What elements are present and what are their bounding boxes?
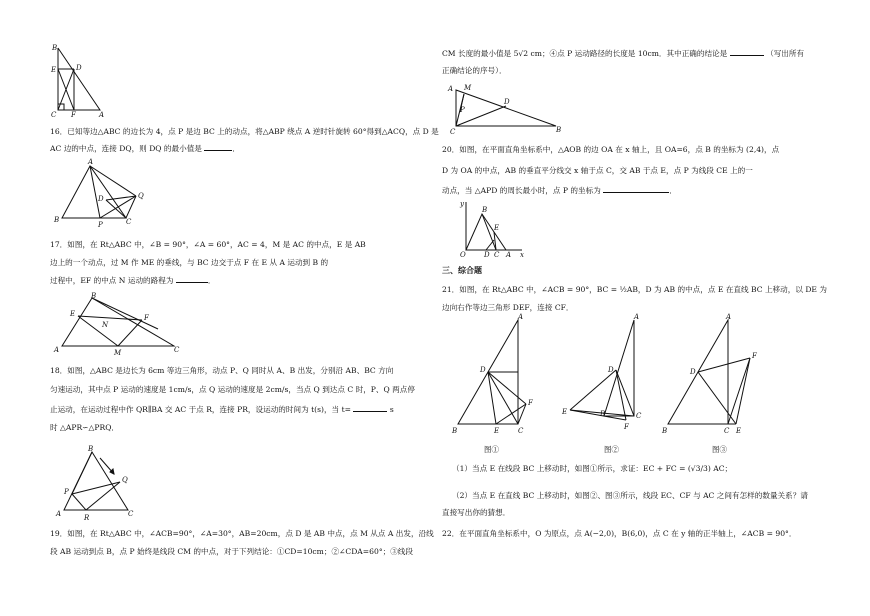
svg-text:D: D xyxy=(504,98,510,106)
svg-text:C: C xyxy=(126,218,132,226)
svg-text:D: D xyxy=(98,195,104,203)
figure-q21-1 xyxy=(452,313,552,436)
q20-line3: 动点，当 △APD 的周长最小时，点 P 的坐标为 ． xyxy=(442,183,677,197)
figure-q16 xyxy=(54,158,168,232)
svg-text:C: C xyxy=(174,346,180,354)
q21-line1: 21．如图，在 Rt△ABC 中，∠ACB = 90°，BC = ½AB，D 为 AB 的中点，点 E 在直线 BC 上移动，以 DE 为 xyxy=(442,285,827,294)
svg-text:C: C xyxy=(636,412,642,420)
svg-text:F: F xyxy=(144,314,149,322)
q19-cont-line2: 正确结论的序号）． xyxy=(442,66,507,75)
svg-text:O: O xyxy=(460,251,466,259)
figure-q21-3 xyxy=(662,313,778,436)
caption-fig3: 图③ xyxy=(712,445,727,454)
svg-text:M: M xyxy=(464,84,472,92)
svg-text:B: B xyxy=(452,427,458,435)
svg-text:x: x xyxy=(520,251,524,259)
section-3-heading: 三、综合题 xyxy=(442,266,482,275)
figure-q18 xyxy=(58,446,148,526)
q19-cont-text: CM 长度的最小值是 5√2 cm；④点 P 运动路径的长度是 10cm．其中正确的结论是 xyxy=(442,49,728,58)
svg-text:A: A xyxy=(99,111,105,119)
svg-text:E: E xyxy=(736,427,742,435)
svg-text:D: D xyxy=(608,366,614,374)
figure-q19 xyxy=(448,84,572,136)
svg-text:C: C xyxy=(494,251,500,259)
q20-answer-blank[interactable] xyxy=(603,183,669,193)
q17-line3: 过程中，EF 的中点 N 运动的路程为 ． xyxy=(50,273,215,287)
svg-text:A: A xyxy=(726,313,732,321)
q17-answer-blank[interactable] xyxy=(176,273,208,283)
svg-text:B: B xyxy=(54,216,60,224)
svg-text:C: C xyxy=(724,427,730,435)
q18-line3-text: 止运动，在运动过程中作 QR∥BA 交 AC 于点 R，连接 PR，设运动的时间为 t(s)，当 t= xyxy=(50,405,351,414)
q21-line2: 边向右作等边三角形 DEF，连接 CF． xyxy=(442,303,574,312)
svg-text:R: R xyxy=(84,514,90,522)
svg-text:D: D xyxy=(690,368,696,376)
svg-text:F: F xyxy=(624,423,629,431)
svg-text:D: D xyxy=(76,64,82,72)
q19-answer-blank[interactable] xyxy=(730,46,764,56)
svg-text:B: B xyxy=(662,427,668,435)
svg-text:C: C xyxy=(450,128,456,136)
svg-text:E: E xyxy=(494,224,500,232)
svg-text:D: D xyxy=(484,251,490,259)
figure-q20 xyxy=(456,200,526,258)
figure-q21-2 xyxy=(562,313,662,436)
svg-text:N: N xyxy=(102,321,109,329)
svg-text:A: A xyxy=(56,510,62,518)
svg-text:F: F xyxy=(71,111,76,119)
svg-text:A: A xyxy=(506,251,512,259)
q18-unit: s xyxy=(389,405,394,414)
svg-text:A: A xyxy=(54,346,60,354)
q16-answer-blank[interactable] xyxy=(204,141,232,151)
svg-text:B: B xyxy=(482,206,488,214)
q21-sub1: （1）当点 E 在线段 BC 上移动时，如图①所示，求证：EC + FC = (√3/3) AC； xyxy=(452,464,733,473)
svg-text:Q: Q xyxy=(138,192,144,200)
q21-sub2b: 直接写出你的猜想． xyxy=(442,508,511,517)
svg-text:B: B xyxy=(600,410,606,418)
figure-q15 xyxy=(50,44,110,119)
svg-text:F: F xyxy=(752,352,757,360)
svg-text:E: E xyxy=(562,408,568,416)
caption-fig1: 图① xyxy=(484,445,499,454)
q17-line3-text: 过程中，EF 的中点 N 运动的路程为 xyxy=(50,276,174,285)
svg-text:A: A xyxy=(88,158,94,166)
svg-text:P: P xyxy=(64,488,69,496)
svg-text:P: P xyxy=(460,106,465,114)
svg-text:P: P xyxy=(98,221,103,229)
q19-cont-text-b: （写出所有 xyxy=(766,49,805,58)
caption-fig2: 图② xyxy=(604,445,619,454)
q18-line4: 时 △APR∽△PRQ． xyxy=(50,423,120,432)
svg-text:E: E xyxy=(51,66,57,74)
svg-text:E: E xyxy=(70,310,76,318)
svg-text:B: B xyxy=(52,44,58,52)
svg-text:B: B xyxy=(91,292,97,300)
q16-line2: AC 边的中点，连接 DQ，则 DQ 的最小值是 ． xyxy=(50,141,240,155)
svg-text:C: C xyxy=(51,111,57,119)
svg-text:C: C xyxy=(128,510,134,518)
svg-text:B: B xyxy=(88,445,94,453)
q18-answer-blank[interactable] xyxy=(353,402,387,412)
q18-line3 xyxy=(50,402,394,416)
svg-text:A: A xyxy=(634,313,640,321)
figure-q17 xyxy=(54,292,183,357)
q22-line1: 22．在平面直角坐标系中，O 为原点，点 A(−2,0)，B(6,0)，点 C 在 y 轴的正半轴上，∠ACB = 90°． xyxy=(442,529,797,538)
q21-sub2: （2）当点 E 在直线 BC 上移动时，如图②、图③所示，线段 EC、CF 与 AC 之间有怎样的数量关系？请 xyxy=(452,491,808,500)
q20-line3-text: 动点，当 △APD 的周长最小时，点 P 的坐标为 xyxy=(442,186,601,195)
q19-cont-line1 xyxy=(442,46,804,60)
svg-text:C: C xyxy=(518,427,524,435)
q20-line1: 20．如图，在平面直角坐标系中，△AOB 的边 OA 在 x 轴上，且 OA=6，点 B 的坐标为 (2,4)，点 xyxy=(442,145,780,154)
svg-text:D: D xyxy=(480,366,486,374)
svg-text:E: E xyxy=(494,427,500,435)
q19-line2: 段 AB 运动到点 B，点 P 始终是线段 CM 的中点，对于下列结论：①CD=10cm；②∠CDA=60°；③线段 xyxy=(50,547,413,556)
svg-text:M: M xyxy=(114,349,122,357)
q18-line2: 匀速运动，其中点 P 运动的速度是 1cm/s，点 Q 运动的速度是 2cm/s，当点 Q 到达点 C 时，P、Q 两点停 xyxy=(50,385,415,394)
svg-text:y: y xyxy=(460,200,464,208)
q16-line1: 16．已知等边△ABC 的边长为 4，点 P 是边 BC 上的动点，将△ABP 绕点 A 逆时针旋转 60°得到△ACQ，点 D 是 xyxy=(50,127,439,136)
svg-text:F: F xyxy=(528,399,533,407)
svg-text:Q: Q xyxy=(122,476,128,484)
q16-line2-text: AC 边的中点，连接 DQ，则 DQ 的最小值是 xyxy=(50,144,202,153)
q18-line1: 18．如图，△ABC 是边长为 6cm 等边三角形，动点 P、Q 同时从 A、B 出发，分别沿 AB、BC 方向 xyxy=(50,366,394,375)
q17-line2: 边上的一个动点，过 M 作 ME 的垂线，与 BC 边交于点 F 在 E 从 A 运动到 B 的 xyxy=(50,258,329,267)
svg-text:B: B xyxy=(556,126,562,134)
svg-text:A: A xyxy=(518,313,524,321)
q20-line2: D 为 OA 的中点，AB 的垂直平分线交 x 轴于点 C，交 AB 于点 E，点 P 为线段 CE 上的一 xyxy=(442,166,753,175)
svg-text:A: A xyxy=(448,85,454,93)
q19-line1: 19．如图，在 Rt△ABC 中，∠ACB=90°，∠A=30°，AB=20cm，点 D 是 AB 中点，点 M 从点 A 出发，沿线 xyxy=(50,529,434,538)
q17-line1: 17．如图，在 Rt△ABC 中，∠B = 90°，∠A = 60°，AC = 4，M 是 AC 的中点，E 是 AB xyxy=(50,240,366,249)
